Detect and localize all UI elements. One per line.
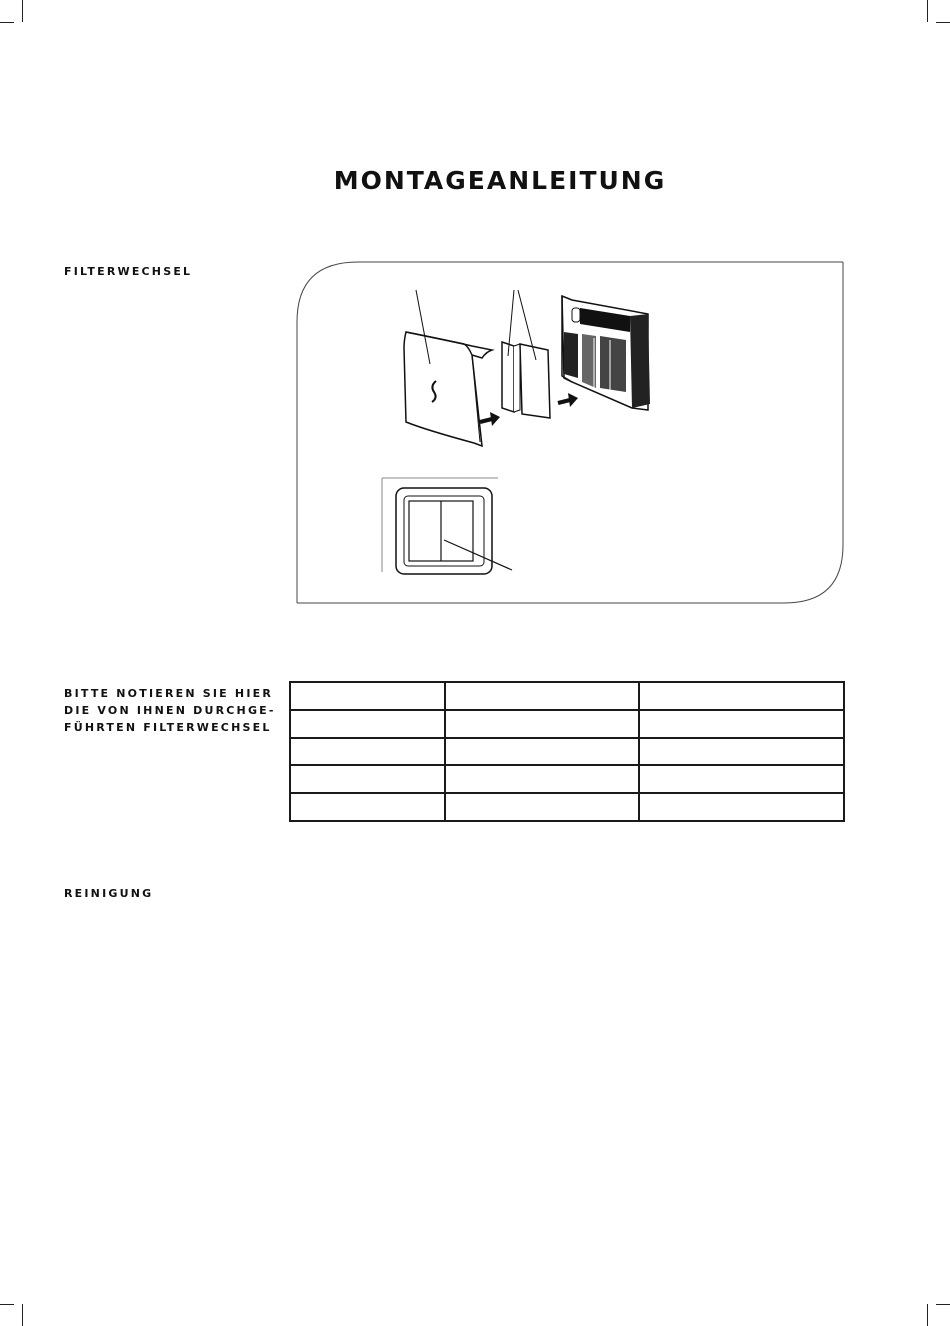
table-row — [290, 765, 844, 793]
label-line: FÜHRTEN FILTERWECHSEL — [64, 721, 272, 734]
page-title: MONTAGEANLEITUNG — [333, 166, 667, 195]
table-cell[interactable] — [445, 793, 639, 821]
crop-mark-top-left-v — [22, 0, 23, 22]
section-label-filterwechsel: FILTERWECHSEL — [64, 265, 193, 278]
insert-arrow-icon — [480, 412, 500, 426]
table-row — [290, 682, 844, 710]
filter-change-log-table — [289, 681, 845, 822]
table-cell[interactable] — [639, 738, 844, 766]
device-housing-icon — [562, 296, 650, 410]
table-cell[interactable] — [445, 682, 639, 710]
table-cell[interactable] — [445, 738, 639, 766]
crop-mark-bottom-left-v — [22, 1304, 23, 1326]
crop-mark-bottom-right-h — [936, 1304, 950, 1305]
crop-mark-bottom-right-v — [927, 1304, 928, 1326]
table-cell[interactable] — [290, 710, 445, 738]
table-row — [290, 710, 844, 738]
table-cell[interactable] — [639, 682, 844, 710]
table-cell[interactable] — [290, 682, 445, 710]
label-line: BITTE NOTIEREN SIE HIER — [64, 687, 274, 700]
filter-frame-inset-icon — [382, 478, 512, 574]
label-line: DIE VON IHNEN DURCHGE- — [64, 704, 276, 717]
section-label-reinigung: REINIGUNG — [64, 887, 154, 900]
table-cell[interactable] — [290, 765, 445, 793]
table-cell[interactable] — [290, 738, 445, 766]
section-label-filter-log — [64, 685, 276, 736]
table-cell[interactable] — [639, 710, 844, 738]
table-row — [290, 738, 844, 766]
filter-pads-icon — [502, 290, 550, 418]
crop-mark-top-right-h — [936, 22, 950, 23]
table-cell[interactable] — [639, 793, 844, 821]
table-cell[interactable] — [445, 710, 639, 738]
table-cell[interactable] — [445, 765, 639, 793]
table-cell[interactable] — [639, 765, 844, 793]
crop-mark-top-right-v — [927, 0, 928, 22]
crop-mark-top-left-h — [0, 22, 14, 23]
front-cover-icon — [404, 290, 492, 446]
insert-arrow-icon-2 — [558, 393, 578, 407]
table-cell[interactable] — [290, 793, 445, 821]
crop-mark-bottom-left-h — [0, 1304, 14, 1305]
table-row — [290, 793, 844, 821]
filter-change-illustration — [296, 260, 844, 604]
